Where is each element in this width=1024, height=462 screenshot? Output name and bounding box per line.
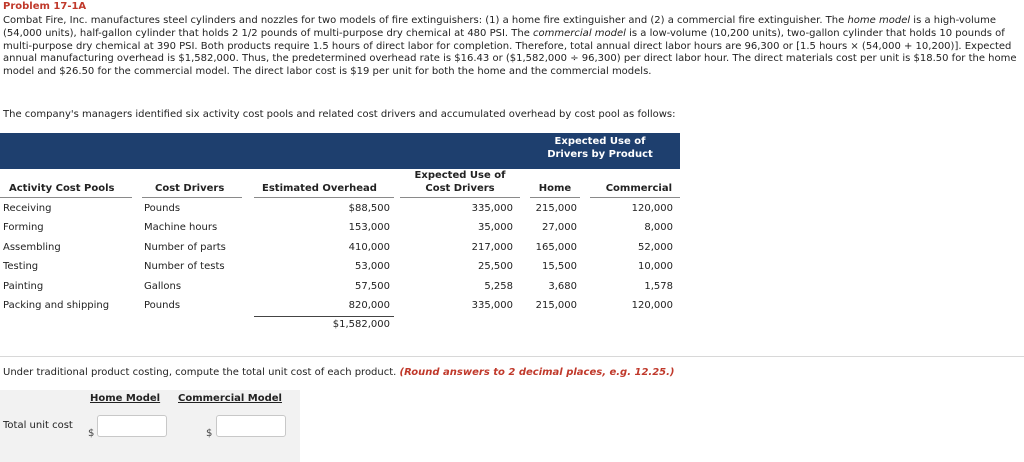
header-expected-use-line1: Expected Use of xyxy=(414,170,506,181)
cell-expected-use: 335,000 xyxy=(471,300,513,311)
problem-description xyxy=(3,15,1019,79)
cell-expected-use: 5,258 xyxy=(484,280,513,292)
header-underline xyxy=(0,197,132,198)
cell-estimated-overhead: $88,500 xyxy=(348,203,390,214)
cell-activity-pool: Assembling xyxy=(3,241,61,253)
cell-cost-driver: Pounds xyxy=(144,300,181,311)
cell-expected-use: 335,000 xyxy=(471,203,513,214)
desc-commercial-model: commercial model xyxy=(533,27,626,39)
question-hint: (Round answers to 2 decimal places, e.g. 12.25.) xyxy=(399,367,675,378)
cell-activity-pool: Forming xyxy=(3,222,44,234)
cell-activity-pool: Testing xyxy=(3,261,39,273)
total-overhead: $1,582,000 xyxy=(332,319,390,330)
cell-estimated-overhead: 153,000 xyxy=(348,222,390,234)
cell-commercial: 1,578 xyxy=(644,280,673,292)
cell-commercial: 120,000 xyxy=(631,300,673,311)
desc-part: is a low-volume (10,200 units), two-gallon cylinder that holds 10 pounds of multi-purpose dry chemical at 390 PSI. Both products require 1.5 hours of direct labor for completion. Therefore, total annual direct labor hours are 96,300 or [1.5 hours × (54,000 + 10,200)]. Expected annual manufacturing overhead is $1,582,000. Thus, the predetermined overhead rate is $16.43 or ($1,582,000 ÷ 96,300) per direct labor hour. The direct materials cost per unit is $18.50 for the home model and $26.50 for the commercial model. The direct labor cost is $19 per unit for both the home and the commercial models. xyxy=(3,27,1017,78)
total-rule xyxy=(254,316,394,317)
cell-home: 27,000 xyxy=(542,222,577,234)
cell-estimated-overhead: 53,000 xyxy=(355,261,390,273)
cell-cost-driver: Gallons xyxy=(144,280,182,292)
cell-home: 165,000 xyxy=(535,241,577,253)
cell-expected-use: 217,000 xyxy=(471,241,513,253)
cell-estimated-overhead: 820,000 xyxy=(348,300,390,311)
cell-activity-pool: Painting xyxy=(3,280,44,292)
header-underline xyxy=(400,197,520,198)
cell-home: 215,000 xyxy=(535,203,577,214)
cell-activity-pool: Packing and shipping xyxy=(3,300,110,311)
header-estimated-overhead: Estimated Overhead xyxy=(262,183,377,194)
cell-estimated-overhead: 410,000 xyxy=(348,241,390,253)
home-unit-cost-input[interactable] xyxy=(97,415,167,437)
cell-activity-pool: Receiving xyxy=(3,203,52,214)
header-home: Home xyxy=(538,183,572,194)
header-expected-use xyxy=(400,169,520,195)
desc-home-model: home model xyxy=(847,15,911,26)
header-commercial: Commercial xyxy=(605,183,672,194)
cell-expected-use: 35,000 xyxy=(478,222,513,234)
answer-col-commercial: Commercial Model xyxy=(178,393,282,404)
band-label-line1: Expected Use of xyxy=(554,136,646,147)
answer-col-home: Home Model xyxy=(90,393,161,404)
total-unit-cost-label: Total unit cost xyxy=(3,420,73,431)
band-label-line2: Drivers by Product xyxy=(547,149,653,160)
commercial-unit-cost-input[interactable] xyxy=(216,415,286,437)
header-underline xyxy=(254,197,394,198)
desc-part: is a high-volume (54,000 units), half-gallon cylinder that holds 2 1/2 pounds of multi-purpose dry chemical at 480 PSI. The xyxy=(3,15,996,39)
question-text xyxy=(3,367,675,378)
cell-home: 3,680 xyxy=(548,280,577,292)
question-prompt: Under traditional product costing, compute the total unit cost of each product. xyxy=(3,367,400,378)
problem-title: Problem 17-1A xyxy=(3,1,87,12)
cell-commercial: 10,000 xyxy=(638,261,673,273)
cell-cost-driver: Machine hours xyxy=(144,222,218,234)
header-expected-use-line2: Cost Drivers xyxy=(425,183,495,194)
desc-part: Combat Fire, Inc. manufactures steel cylinders and nozzles for two models of fire extinguishers: (1) a home fire extinguisher and (2) a commercial fire extinguisher. The xyxy=(3,15,848,26)
commercial-currency-sign: $ xyxy=(206,428,213,439)
drivers-by-product-label xyxy=(530,135,670,161)
cell-home: 215,000 xyxy=(535,300,577,311)
cell-commercial: 52,000 xyxy=(638,241,673,253)
header-underline xyxy=(590,197,680,198)
cell-expected-use: 25,500 xyxy=(478,261,513,273)
cell-cost-driver: Pounds xyxy=(144,203,181,214)
home-currency-sign: $ xyxy=(88,428,95,439)
header-activity-cost-pools: Activity Cost Pools xyxy=(9,183,115,194)
cell-estimated-overhead: 57,500 xyxy=(355,280,390,292)
header-underline xyxy=(142,197,242,198)
cell-commercial: 8,000 xyxy=(644,222,673,234)
header-cost-drivers: Cost Drivers xyxy=(155,183,225,194)
section-divider xyxy=(0,356,1024,357)
cell-cost-driver: Number of parts xyxy=(144,241,226,253)
table-intro: The company's managers identified six activity cost pools and related cost drivers and accumulated overhead by cost pool as follows: xyxy=(3,109,676,120)
cell-cost-driver: Number of tests xyxy=(144,261,225,273)
header-underline xyxy=(530,197,580,198)
cell-home: 15,500 xyxy=(542,261,577,273)
cell-commercial: 120,000 xyxy=(631,203,673,214)
